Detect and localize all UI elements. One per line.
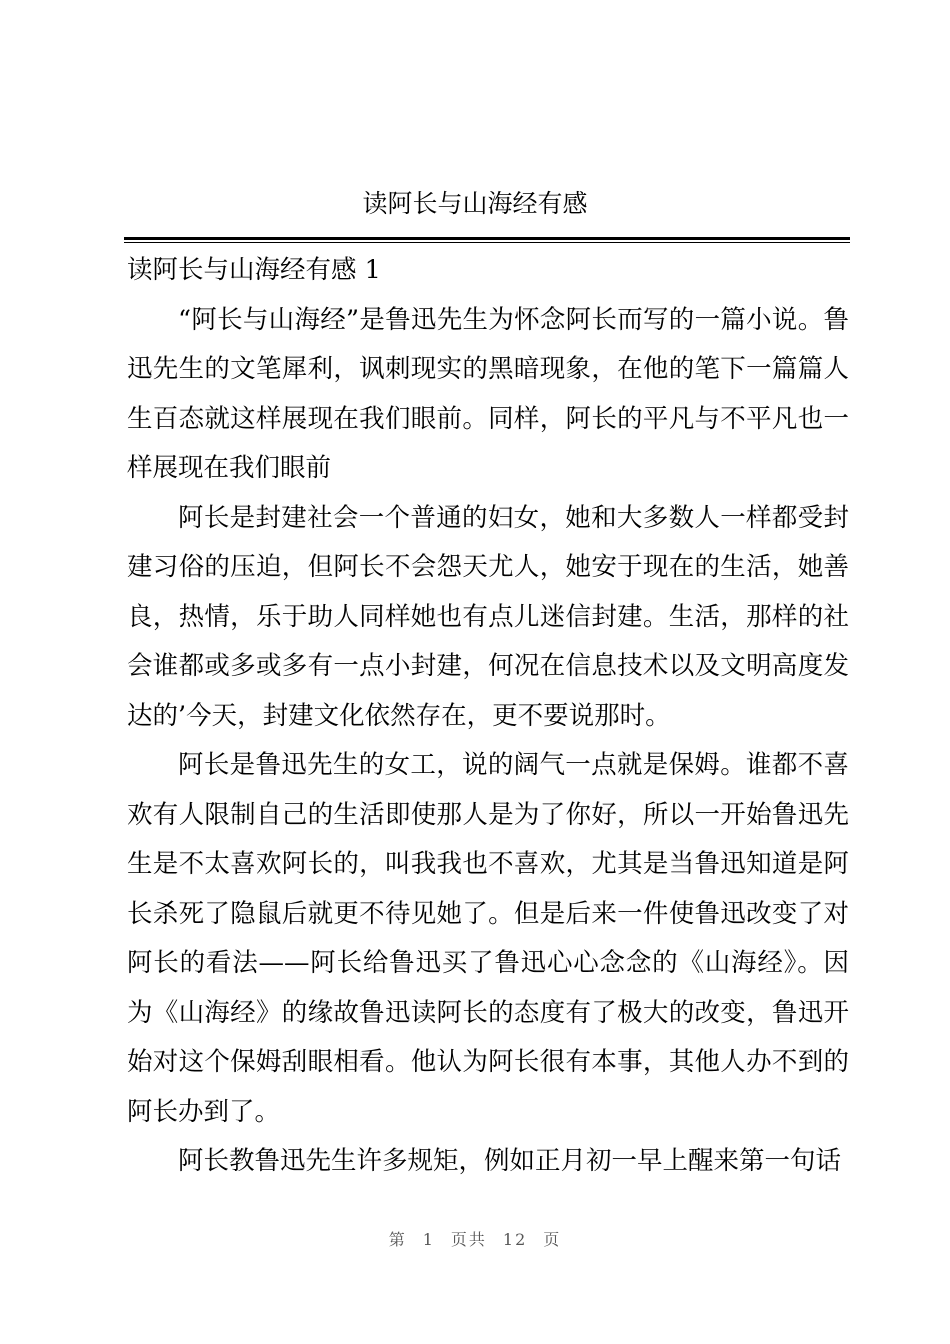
paragraph-4: 阿长教鲁迅先生许多规矩，例如正月初一早上醒来第一句话 bbox=[178, 1146, 842, 1176]
title-divider-thin bbox=[124, 242, 850, 243]
paragraph-1: “阿长与山海经”是鲁迅先生为怀念阿长而写的一篇小说。鲁迅先生的文笔犀利，讽刺现实的黑暗现象，在他的笔下一篇篇人生百态就这样展现在我们眼前。同样，阿长的平凡与不平凡也一样展现在我们眼前 bbox=[127, 304, 849, 483]
section-heading: 读阿长与山海经有感 1 bbox=[127, 255, 381, 285]
title-divider-thick bbox=[124, 237, 850, 240]
document-body bbox=[127, 246, 849, 1187]
paragraph-3: 阿长是鲁迅先生的女工，说的阔气一点就是保姆。谁都不喜欢有人限制自己的生活即使那人是为了你好，所以一开始鲁迅先生是不太喜欢阿长的，叫我我也不喜欢，尤其是当鲁迅知道是阿长杀死了隐鼠后就更不待见她了。但是后来一件使鲁迅改变了对阿长的看法——阿长给鲁迅买了鲁迅心心念念的《山海经》。因为《山海经》的缘故鲁迅读阿长的态度有了极大的改变，鲁迅开始对这个保姆刮眼相看。他认为阿长很有本事，其他人办不到的阿长办到了。 bbox=[127, 750, 849, 1127]
footer-page-number: 1 bbox=[422, 1230, 435, 1249]
paragraph-2: 阿长是封建社会一个普通的妇女，她和大多数人一样都受封建习俗的压迫，但阿长不会怨天尤人，她安于现在的生活，她善良，热情，乐于助人同样她也有点儿迷信封建。生活，那样的社会谁都或多或多有一点小封建，何况在信息技术以及文明高度发达的’今天，封建文化依然存在，更不要说那时。 bbox=[127, 502, 849, 731]
document-title: 读阿长与山海经有感 bbox=[362, 189, 588, 218]
footer-middle: 页共 bbox=[450, 1230, 487, 1249]
footer-suffix: 页 bbox=[543, 1230, 562, 1249]
page-footer bbox=[0, 1227, 950, 1250]
footer-total-pages: 12 bbox=[502, 1230, 528, 1249]
footer-prefix: 第 bbox=[388, 1230, 407, 1249]
